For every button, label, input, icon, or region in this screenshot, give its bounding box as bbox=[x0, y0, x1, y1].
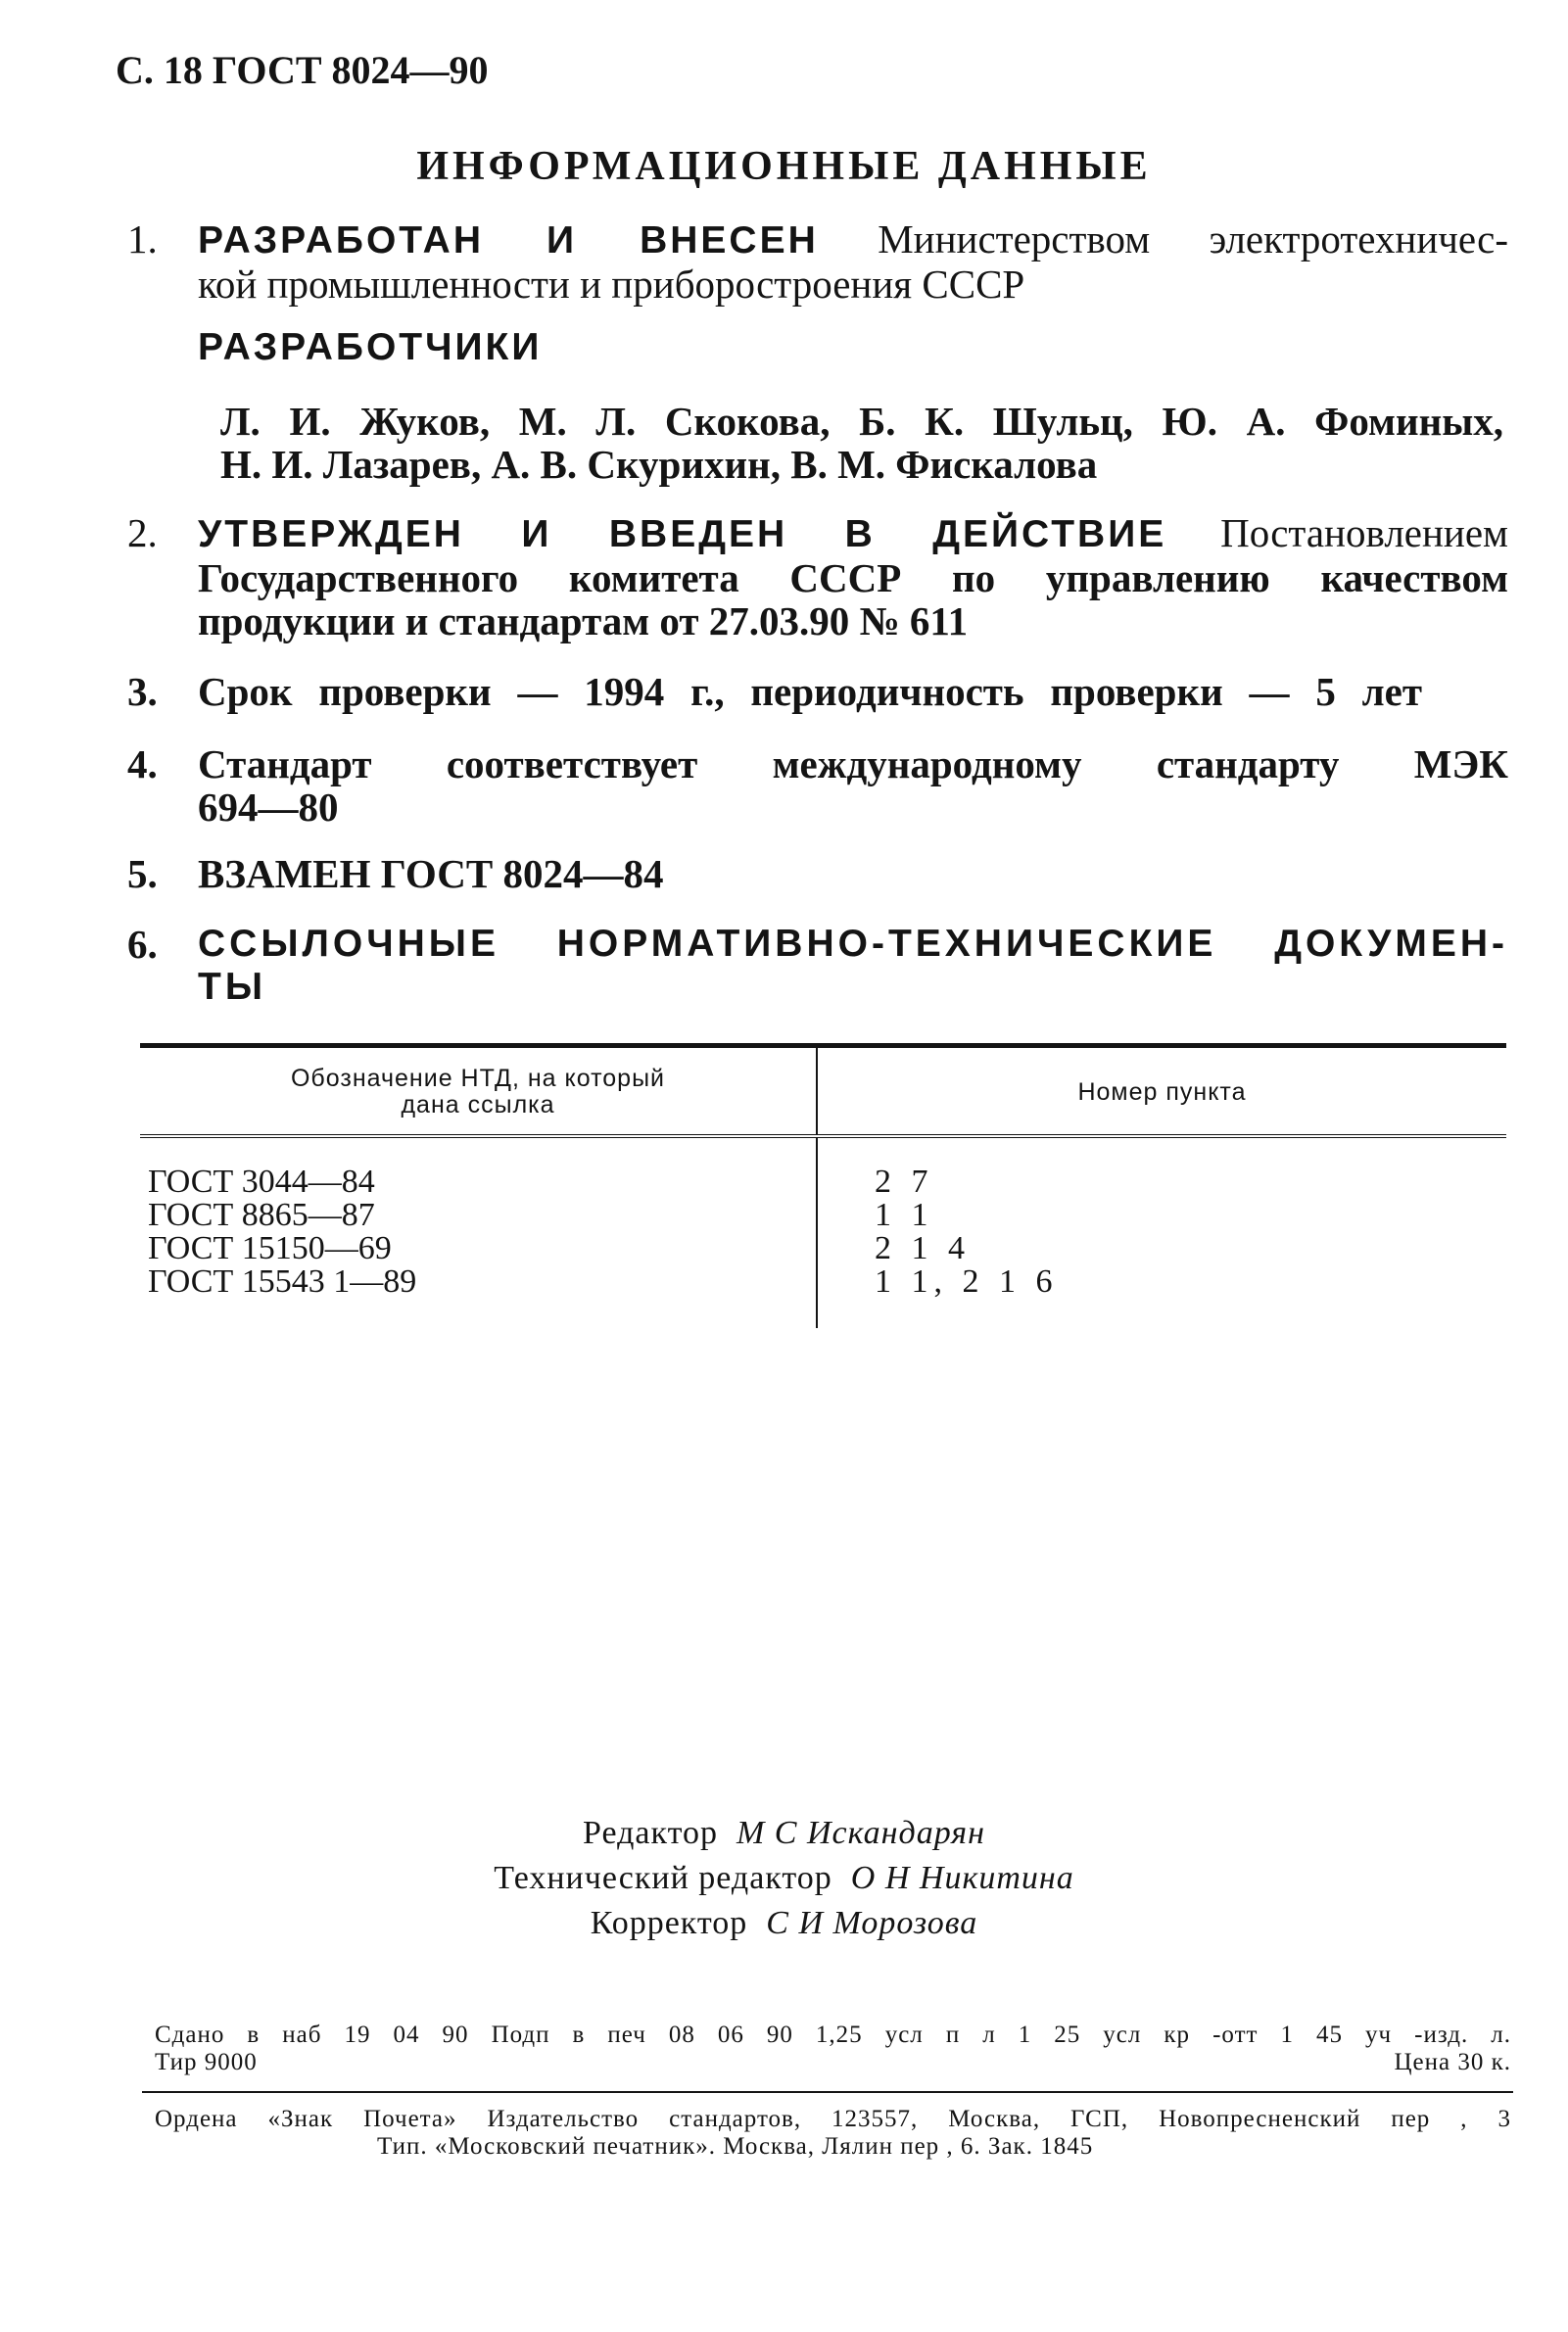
section-title: ИНФОРМАЦИОННЫЕ ДАННЫЕ bbox=[416, 144, 1152, 189]
imprint-publisher: Ордена «Знак Почета» Издательство стандартов, 123557, Москва, ГСП, Новопресненский пер , 3 bbox=[155, 2106, 1511, 2132]
credit-name: С И Морозова bbox=[766, 1905, 978, 1941]
item-number: 4. bbox=[127, 741, 158, 786]
item-line: 694—80 bbox=[198, 785, 339, 830]
col-header-line: Обозначение НТД, на который bbox=[290, 1065, 666, 1092]
clause-value: 2 7 bbox=[875, 1164, 934, 1200]
col-header-document bbox=[140, 1046, 817, 1137]
item-number: 1. bbox=[127, 216, 158, 262]
info-item-5 bbox=[127, 852, 1508, 895]
item-line: ТЫ bbox=[198, 966, 267, 1008]
credit-role: Технический редактор bbox=[494, 1860, 832, 1896]
developers-line-2: Н. И. Лазарев, А. В. Скурихин, В. М. Фискалова bbox=[220, 442, 1098, 487]
item-line: продукции и стандартам от 27.03.90 № 611 bbox=[198, 598, 969, 643]
page-header: С. 18 ГОСТ 8024—90 bbox=[116, 48, 489, 92]
credit-role: Редактор bbox=[583, 1815, 718, 1851]
imprint-line-1: Сдано в наб 19 04 90 Подп в печ 08 06 90 1,25 усл п л 1 25 усл кр -отт 1 45 уч -изд. л. bbox=[155, 2022, 1511, 2048]
col-header-clause: Номер пункта bbox=[817, 1046, 1506, 1137]
item-line: Стандарт соответствует международному стандарту МЭК bbox=[198, 741, 1508, 786]
item-line: ВЗАМЕН ГОСТ 8024—84 bbox=[198, 851, 664, 896]
col-header-line: дана ссылка bbox=[401, 1091, 555, 1118]
imprint-price: Цена 30 к. bbox=[1394, 2049, 1511, 2075]
credit-role: Корректор bbox=[590, 1905, 748, 1941]
info-item-2 bbox=[127, 511, 1508, 642]
credit-editor bbox=[0, 1812, 1568, 1855]
developers-heading: РАЗРАБОТЧИКИ bbox=[198, 326, 543, 368]
info-item-3 bbox=[127, 670, 1508, 713]
item-lead: РАЗРАБОТАН И ВНЕСЕН bbox=[198, 219, 819, 262]
doc-value: ГОСТ 15150—69 bbox=[148, 1230, 392, 1266]
item-lead: УТВЕРЖДЕН И ВВЕДЕН В ДЕЙСТВИЕ bbox=[198, 513, 1167, 555]
item-line: Государственного комитета СССР по управлению качеством bbox=[198, 555, 1508, 600]
item-text: Министерством электротехничес- bbox=[878, 216, 1508, 262]
item-text: Постановлением bbox=[1220, 510, 1508, 555]
credit-tech-editor bbox=[0, 1857, 1568, 1900]
credit-name: О Н Никитина bbox=[850, 1860, 1074, 1896]
imprint-circulation: Тир 9000 bbox=[155, 2049, 258, 2075]
item-number: 6. bbox=[127, 922, 158, 967]
doc-value: ГОСТ 8865—87 bbox=[148, 1197, 375, 1233]
item-line: Срок проверки — 1994 г., периодичность проверки — 5 лет bbox=[198, 669, 1422, 714]
clause-value: 1 1, 2 1 6 bbox=[875, 1263, 1059, 1300]
info-item-1 bbox=[127, 217, 1508, 306]
item-line bbox=[198, 511, 1508, 556]
info-item-4 bbox=[127, 742, 1508, 829]
credit-proofreader bbox=[0, 1902, 1568, 1945]
item-number: 5. bbox=[127, 851, 158, 896]
reference-table bbox=[140, 1043, 1506, 1328]
doc-value: ГОСТ 15543 1—89 bbox=[148, 1263, 417, 1300]
item-line bbox=[198, 217, 1508, 262]
doc-value: ГОСТ 3044—84 bbox=[148, 1164, 375, 1200]
item-number: 2. bbox=[127, 510, 158, 555]
clause-cell bbox=[817, 1136, 1506, 1328]
table-header-row bbox=[140, 1046, 1506, 1137]
clause-value: 2 1 4 bbox=[875, 1230, 971, 1266]
developers-line-1: Л. И. Жуков, М. Л. Скокова, Б. К. Шульц, Ю. А. Фоминых, bbox=[220, 399, 1503, 444]
info-item-6 bbox=[127, 923, 1508, 1009]
item-line: ССЫЛОЧНЫЕ НОРМАТИВНО-ТЕХНИЧЕСКИЕ ДОКУМЕН- bbox=[198, 923, 1508, 965]
credit-name: М С Искандарян bbox=[736, 1815, 985, 1851]
imprint-printer: Тип. «Московский печатник». Москва, Лялин пер , 6. Зак. 1845 bbox=[377, 2133, 1094, 2160]
item-number: 3. bbox=[127, 669, 158, 714]
item-line: кой промышленности и приборостроения СССР bbox=[198, 262, 1025, 307]
imprint-divider bbox=[142, 2091, 1513, 2093]
table-row bbox=[140, 1136, 1506, 1328]
clause-value: 1 1 bbox=[875, 1197, 934, 1233]
doc-cell bbox=[140, 1136, 817, 1328]
